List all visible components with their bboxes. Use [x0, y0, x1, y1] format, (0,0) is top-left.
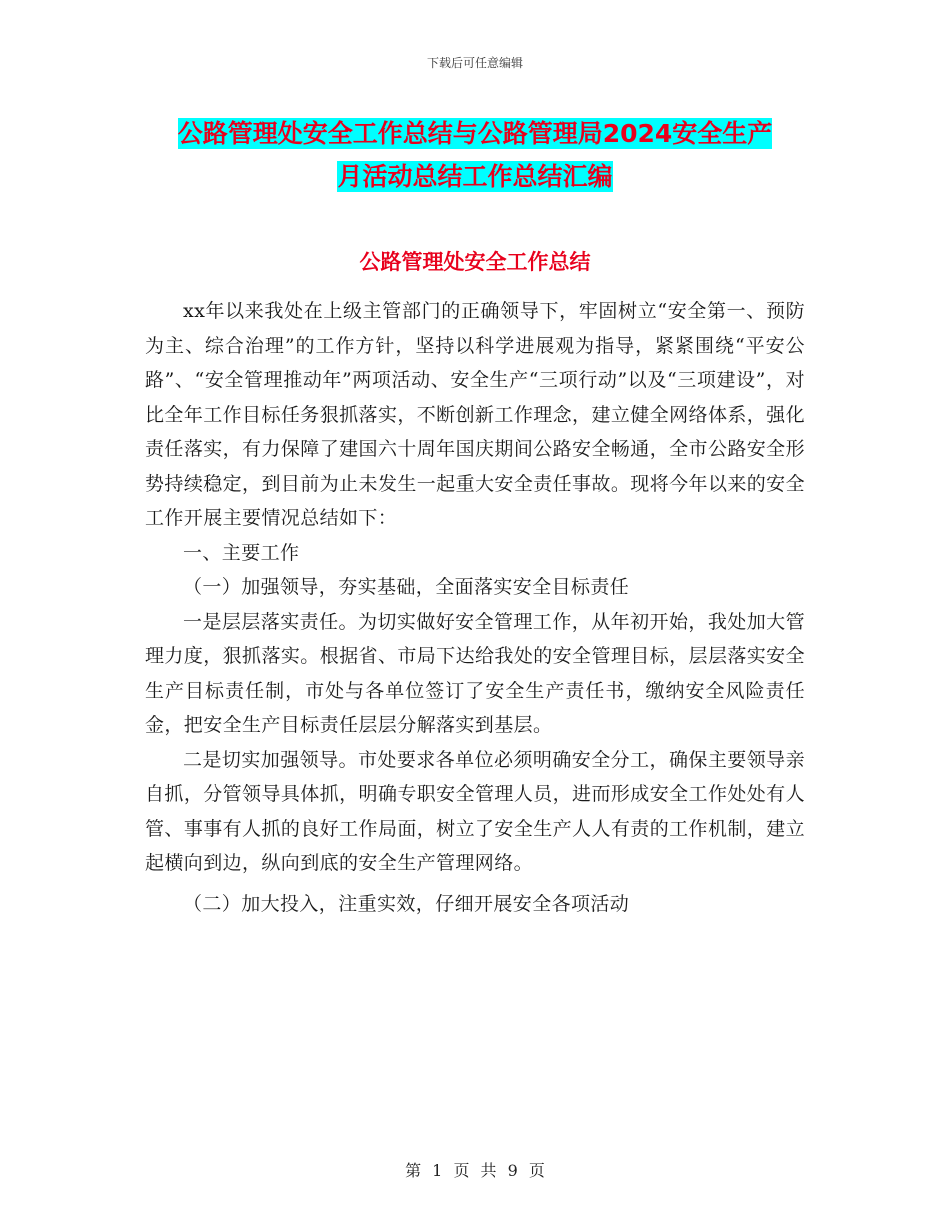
page-number: 第 1 页 共 9 页 — [405, 1161, 545, 1180]
section-title: 公路管理处安全工作总结 — [359, 250, 591, 274]
document-title-line2: 月活动总结工作总结汇编 — [337, 162, 613, 191]
header-note: 下载后可任意编辑 — [426, 56, 523, 70]
paragraph-leadership: 二是切实加强领导。市处要求各单位必须明确安全分工，确保主要领导亲自抓，分管领导具体抓，明确专职安全管理人员，进而形成安全工作处处有人管、事事有人抓的良好工作局面，树立了安全生产人人有责的工作机制，建立起横向到边，纵向到底的安全生产管理网络。 — [145, 748, 805, 874]
subheading-1: （一）加强领导，夯实基础，全面落实安全目标责任 — [183, 576, 630, 598]
paragraph-intro: xx年以来我处在上级主管部门的正确领导下，牢固树立“安全第一、预防为主、综合治理”的工作方针，坚持以科学进展观为指导，紧紧围绕“平安公路”、“安全管理推动年”两项活动、安全生产“三项行动”以及“三项建设”，对比全年工作目标任务狠抓落实，不断创新工作理念，建立健全网络体系，强化责任落实，有力保障了建国六十周年国庆期间公路安全畅通，全市公路安全形势持续稳定，到目前为止未发生一起重大安全责任事故。现将今年以来的安全工作开展主要情况总结如下： — [145, 300, 805, 529]
document-title — [145, 112, 805, 198]
paragraph-responsibility: 一是层层落实责任。为切实做好安全管理工作，从年初开始，我处加大管理力度，狠抓落实。根据省、市局下达给我处的安全管理目标，层层落实安全生产目标责任制，市处与各单位签订了安全生产责任书，缴纳安全风险责任金，把安全生产目标责任层层分解落实到基层。 — [145, 610, 805, 736]
heading-main-work: 一、主要工作 — [183, 541, 300, 564]
body-text — [145, 294, 805, 921]
document-title-line1: 公路管理处安全工作总结与公路管理局2024安全生产 — [177, 119, 773, 148]
subheading-2: （二）加大投入，注重实效，仔细开展安全各项活动 — [183, 892, 630, 915]
